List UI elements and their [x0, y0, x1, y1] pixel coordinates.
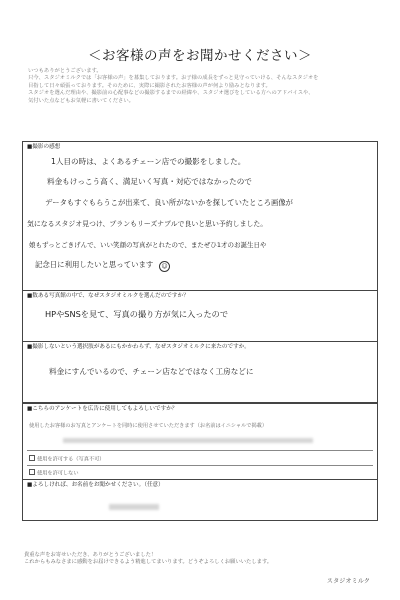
checkbox-icon [29, 469, 35, 475]
studio-name: スタジオミルク [326, 578, 370, 585]
closing-text: 貴重な声をお寄せいただき、ありがとうございました！ これからもみなさまに感動をお届けできるよう精進してまいります。どうぞよろしくお願いいたします。 [24, 552, 273, 566]
ad-permission-note: 使用したお客様のお写真とアンケートを同時に使用させていただきます（お名前はイニシャルで掲載） [29, 423, 268, 429]
reason-answer: HPやSNSを見て、写真の撮り方が気に入ったので [45, 309, 229, 319]
reason-box [22, 290, 378, 342]
checkbox-icon [29, 455, 35, 461]
handwritten-line: データもすぐもらうこが出来て、良い所がないかを探していたところ画像が [45, 198, 293, 207]
visit-reason-box [22, 341, 378, 403]
option-deny-label: 使用を許可しない [37, 470, 79, 477]
handwritten-line: 娘もずっとごきげんで、いい笑顔の写真がとれたので、またぜひ1才のお誕生日や [29, 241, 267, 249]
handwritten-line: 記念日に利用したいと思っています [35, 260, 154, 269]
option-deny[interactable] [29, 469, 79, 477]
name-header: ■よろしければ、お名前をお聞かせください。（任意） [27, 482, 164, 488]
smiley-icon: ☺ [159, 261, 170, 272]
intro-text: いつもありがとうございます。 只今、スタジオミルクでは「お客様の声」を募集しております。お子様の成長をずっと見守っていける、そんなスタジオを 目指して日々頑張っております。そのために、実際に撮影されたお客様の声が何より励みとなります。 スタジオを選んだ理由や、撮影前の心配事などの撮影するまでの経緯や、スタジオ選びをしている方へのアドバイスや、 気付いた点などもお気軽に書いてください。 [28, 68, 319, 104]
handwritten-line: 1人目の時は、よくあるチェーン店での撮影をしました。 [51, 157, 246, 166]
divider [27, 465, 373, 466]
page-title: ＜お客様の声をお聞かせください＞ [88, 48, 312, 64]
visit-reason-answer: 料金にすんでいるので、チェーン店などではなく工房などに [49, 367, 254, 376]
option-allow[interactable] [29, 455, 104, 463]
ad-permission-box [22, 403, 378, 480]
handwritten-line: 気になるスタジオ見つけ、プランもリーズナブルで良いと思い予約しました。 [27, 220, 268, 228]
option-allow-label: 使用を許可する（写真不可） [37, 456, 105, 463]
impressions-header: ■撮影の感想 [27, 144, 61, 150]
name-box [22, 479, 378, 521]
impressions-box [22, 141, 378, 291]
redacted-text [63, 438, 313, 443]
visit-reason-header: ■撮影しないという選択肢があるにもかかわらず、なぜスタジオミルクに来たのですか。 [27, 344, 250, 350]
ad-permission-header: ■こちらのアンケートを広告に使用してもよろしいですか？ [27, 406, 178, 412]
reason-header: ■数ある写真館の中で、なぜスタジオミルクを選んだのですか？ [27, 293, 189, 299]
redacted-name [109, 504, 159, 510]
handwritten-line: 料金もけっこう高く、満足いく写真・対応ではなかったので [47, 177, 252, 186]
divider [27, 450, 373, 451]
